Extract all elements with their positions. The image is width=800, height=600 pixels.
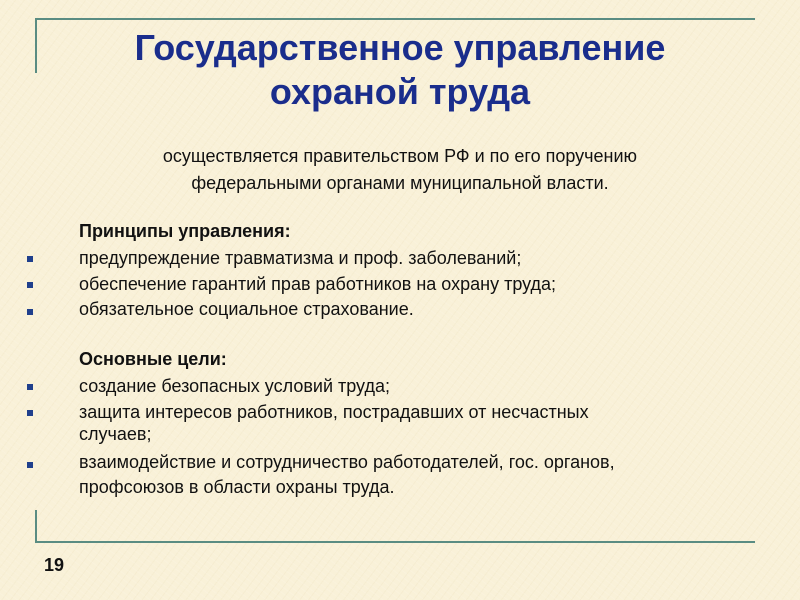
principle-item-1: предупреждение травматизма и проф. заболеваний; [79, 248, 522, 268]
bullet-square-icon [27, 462, 33, 468]
bullet-square-icon [27, 256, 33, 262]
bullet-square-icon [27, 282, 33, 288]
bullet-square-icon [27, 384, 33, 390]
frame-top-line [35, 18, 755, 20]
principles-heading: Принципы управления: [79, 221, 291, 241]
slide-subtitle [60, 143, 740, 197]
goal-item-2: защита интересов работников, пострадавших от несчастных [79, 402, 589, 422]
goals-heading: Основные цели: [79, 349, 227, 369]
subtitle-line-2: федеральными органами муниципальной власти. [191, 173, 609, 193]
frame-left-line [35, 18, 37, 73]
goal-item-1: создание безопасных условий труда; [79, 376, 390, 396]
title-line-2: охраной труда [269, 71, 531, 112]
bullet-square-icon [27, 410, 33, 416]
principle-item-3: обязательное социальное страхование. [79, 299, 414, 319]
principle-item-2: обеспечение гарантий прав работников на охрану труда; [79, 274, 557, 294]
title-line-1: Государственное управление [134, 27, 666, 68]
goal-item-2-continuation: случаев; [79, 424, 152, 444]
subtitle-line-1: осуществляется правительством РФ и по его поручению [162, 146, 638, 166]
goal-item-3: взаимодействие и сотрудничество работодателей, гос. органов, [79, 452, 615, 472]
page-number: 19 [44, 555, 65, 575]
goal-item-3-continuation: профсоюзов в области охраны труда. [79, 477, 395, 497]
bullet-square-icon [27, 309, 33, 315]
frame-bottom-line [35, 541, 755, 543]
slide-title [40, 26, 760, 114]
frame-bottom-left-line [35, 510, 37, 542]
